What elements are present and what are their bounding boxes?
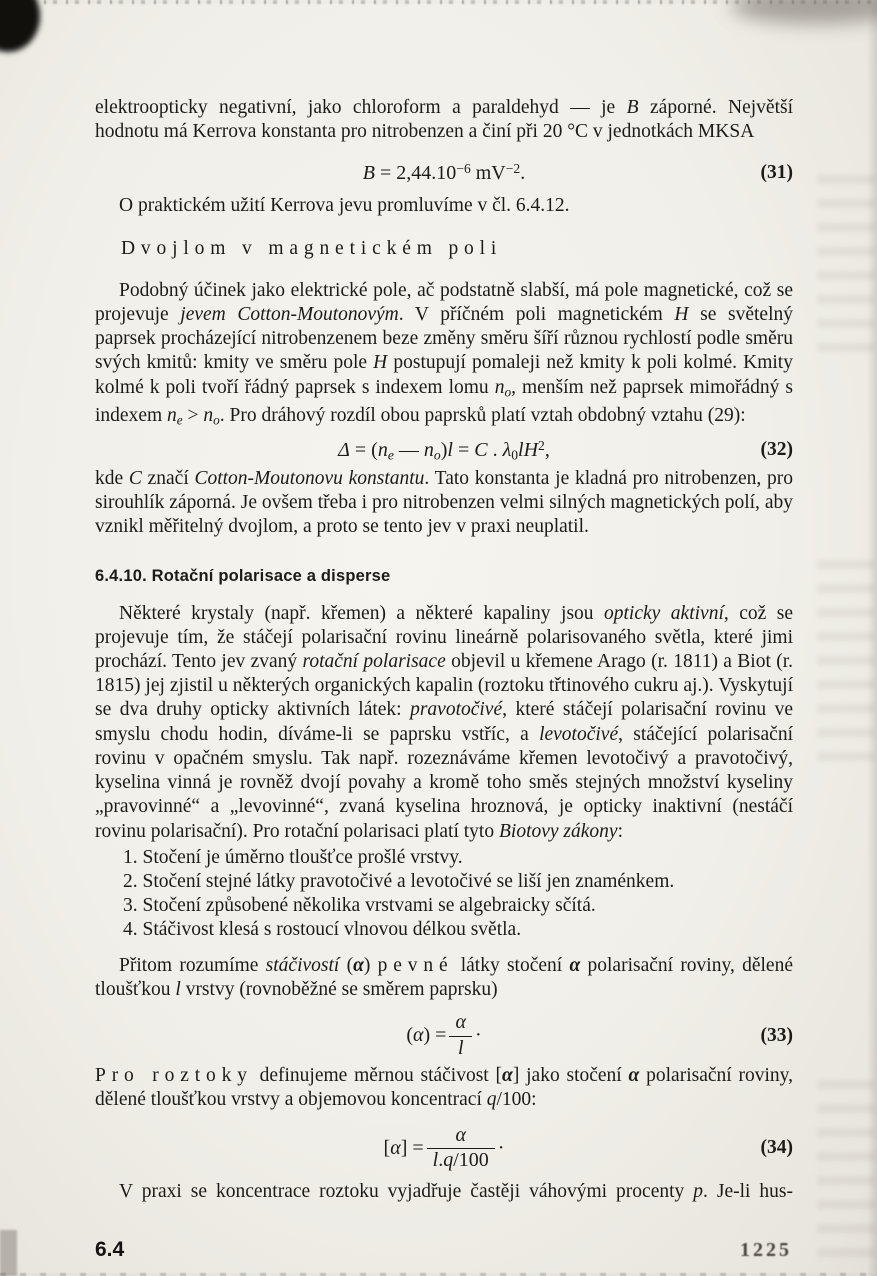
list-item-3: 3. Stočení způsobené několika vrstvami se algebraicky sčítá.	[123, 895, 596, 917]
paragraph-cotton-mouton: Podobný účinek jako elektrické pole, ač podstatně slabší, má pole magnetické, což se projevuje jevem Cotton-Moutonovým. V příčném poli magnetickém H se světelný paprsek procházející nitrobenzenem beze změny směru šíří různou rychlostí podle směru svých kmitů: kmity ve směru pole H postupují pomaleji než kmity k poli kolmé. Kmity kolmé k poli tvoří řádný paprsek s indexem lomu no, menším než paprsek mimořádný s indexem ne > no. Pro dráhový rozdíl obou paprsků platí vztah obdobný vztahu (29):	[95, 279, 793, 428]
equation-34-fraction	[427, 1124, 495, 1173]
scan-artifact-ghost-text-3	[817, 1080, 875, 1265]
equation-33-trail: ·	[474, 1024, 482, 1047]
equation-32	[95, 438, 793, 464]
list-item-1: 1. Stočení je úměrno tloušťce prošlé vrstvy.	[123, 846, 463, 868]
equation-34-number: (34)	[760, 1137, 793, 1159]
list-item-2: 2. Stočení stejné látky pravotočivé a levotočivé se liší jen znaménkem.	[123, 870, 675, 892]
equation-34-trail: ·	[497, 1136, 505, 1159]
page-footer	[95, 1238, 792, 1262]
equation-34-numerator: α	[427, 1124, 495, 1150]
paragraph-kerr-usage: O praktickém užití Kerrova jevu promluvíme v čl. 6.4.12.	[119, 194, 570, 216]
equation-33-number: (33)	[760, 1024, 793, 1046]
scan-artifact-right-edge-shade	[867, 0, 877, 1276]
equation-32-body: Δ = (ne — no)l = C . $\lambda 0lH^2$,	[338, 437, 550, 463]
footer-section-number: 6.4	[95, 1238, 125, 1261]
equation-34	[95, 1124, 793, 1173]
paragraph-stacivost: Přitom rozumíme stáčivostí (α) pevné látky stočení α polarisační roviny, dělené tloušťkou l vrstvy (rovnoběžné se směrem paprsku)	[95, 954, 793, 1000]
list-item-4: 4. Stáčivost klesá s rostoucí vlnovou délkou světla.	[123, 919, 522, 941]
footer-page-number: 1225	[740, 1239, 792, 1261]
equation-31-number: (31)	[760, 162, 793, 184]
equation-33	[95, 1011, 793, 1060]
equation-32-number: (32)	[760, 439, 793, 461]
equation-33-denominator: l	[457, 1036, 464, 1059]
scan-artifact-ghost-text-1	[817, 175, 875, 365]
scan-artifact-bottom-left-block	[0, 1230, 17, 1276]
paragraph-kde-c: kde C značí Cotton-Moutonovu konstantu. Tato konstanta je kladná pro nitrobenzen, pro sirouhlík záporná. Je ovšem třeba i pro nitrobenzen velmi silných magnetických polí, aby vznikl měřitelný dvojlom, a proto se tento jev v praxi neuplatil.	[95, 468, 793, 538]
equation-34-lhs: [α] =	[383, 1136, 424, 1159]
equation-33-numerator: α	[449, 1011, 472, 1037]
equation-33-fraction	[449, 1011, 472, 1060]
scan-artifact-top-left-corner	[0, 0, 40, 52]
equation-33-lhs: (α) =	[406, 1024, 447, 1047]
paragraph-kerr-constant: elektroopticky negativní, jako chloroform a paraldehyd — je B záporné. Největší hodnotu má Kerrova konstanta pro nitrobenzen a činí při 20 °C v jednotkách MKSA	[95, 97, 794, 143]
paragraph-v-praxi: V praxi se koncentrace roztoku vyjadřuje častěji váhovými procenty p. Je-li hus-	[119, 1180, 794, 1202]
equation-31	[95, 161, 793, 185]
paragraph-roztoky: Pro roztoky definujeme měrnou stáčivost [α] jako stočení α polarisační roviny, dělené tloušťkou vrstvy a objemovou koncentrací q/100:	[95, 1065, 793, 1111]
paragraph-rotacni-polarisace: Některé krystaly (např. křemen) a některé kapaliny jsou opticky aktivní, což se projevuje tím, že stáčejí polarisační rovinu lineárně polarisovaného světla, které jimi prochází. Tento jev zvaný rotační polarisace objevil u křemene Arago (r. 1811) a Biot (r. 1815) jej zjistil u některých organických kapalin (roztoku třtinového cukru aj.). Vyskytují se dva druhy opticky aktivních látek: pravotočivé, které stáčejí polarisační rovinu ve smyslu chodu hodin, díváme-li se paprsku vstříc, a levotočivé, stáčející polarisační rovinu v opačném smyslu. Tak např. rozeznáváme křemen levotočivý a pravotočivý, kyselina vinná je rovněž dvojí povahy a kromě toho směs stejných množství kyseliny „pravovinné“ a „levovinné“, zvaná kyselina hroznová, je opticky inaktivní (nestáčí rovinu polarisační). Pro rotační polarisaci platí tyto Biotovy zákony:	[95, 602, 794, 842]
biot-laws-list	[95, 846, 793, 943]
equation-34-denominator: l.q/100	[432, 1149, 489, 1172]
heading-dvojlom: Dvojlom v magnetickém poli	[121, 237, 503, 259]
equation-31-body: $B = 2,44.10^{-6}$ $mV^{-2}$.	[362, 161, 526, 185]
scan-artifact-ghost-text-2	[817, 560, 875, 770]
heading-section-6-4-10: 6.4.10. Rotační polarisace a disperse	[95, 566, 391, 585]
text-column	[95, 0, 793, 1204]
